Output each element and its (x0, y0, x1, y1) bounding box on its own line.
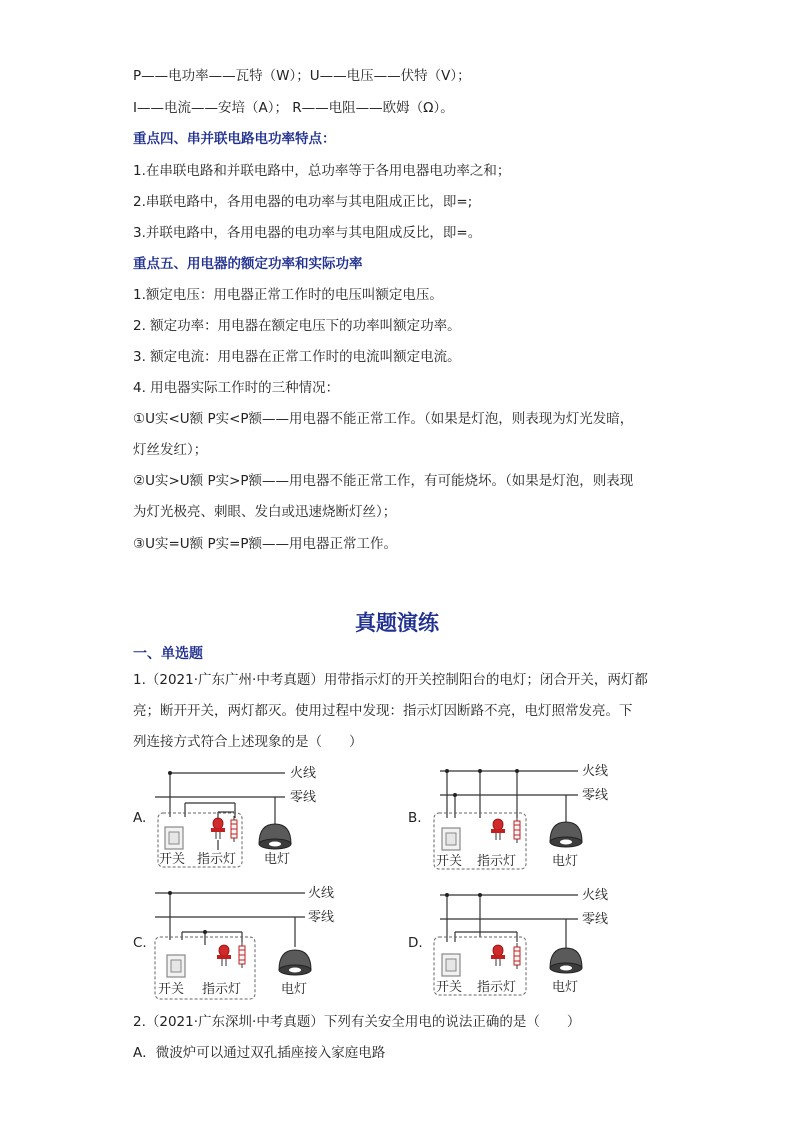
led-icon (217, 945, 231, 966)
junction-dot (203, 930, 207, 934)
subsection-title: 一、单选题 (133, 646, 203, 662)
q2-line-1: 2.（2021·广东深圳·中考真题）下列有关安全用电的说法正确的是（ ） (133, 1014, 581, 1030)
switch-label: 开关 (159, 852, 186, 867)
switch-label: 开关 (436, 980, 463, 995)
indicator-label: 指示灯 (202, 982, 242, 997)
point4-item-2: 2.串联电路中，各用电器的电功率与其电阻成正比，即=; (133, 194, 473, 210)
junction-dot (168, 891, 172, 895)
circuit-option-c[interactable] (150, 880, 370, 1002)
indicator-label: 指示灯 (197, 852, 237, 867)
option-a-letter[interactable]: A. (133, 810, 147, 826)
resistor-icon (231, 816, 237, 842)
point5-item-1: 1.额定电压：用电器正常工作时的电压叫额定电压。 (133, 287, 443, 303)
switch-icon (165, 827, 183, 849)
indicator-label: 指示灯 (477, 980, 517, 995)
switch-icon (442, 954, 460, 976)
live-wire-label: 火线 (582, 764, 609, 779)
junction-dot (478, 893, 482, 897)
resistor-icon (514, 817, 520, 843)
option-c-letter[interactable]: C. (133, 935, 147, 951)
case-1-line-a: ①U实<U额 P实<P额——用电器不能正常工作。（如果是灯泡，则表现为灯光发暗， (133, 411, 634, 427)
units-line-1: P——电功率——瓦特（W）；U——电压——伏特（V）； (133, 68, 471, 84)
lamp-icon (259, 824, 291, 849)
indicator-label: 指示灯 (477, 854, 517, 869)
switch-label: 开关 (436, 854, 463, 869)
led-icon (491, 945, 505, 966)
option-b-letter[interactable]: B. (408, 810, 422, 826)
lamp-icon (550, 822, 582, 847)
live-wire-label: 火线 (308, 886, 335, 901)
resistor-icon (239, 942, 245, 968)
point5-item-4: 4. 用电器实际工作时的三种情况： (133, 380, 340, 396)
circuit-option-d[interactable] (430, 882, 640, 1000)
q2-option-a[interactable]: A．微波炉可以通过双孔插座接入家庭电路 (133, 1045, 386, 1061)
point4-item-3: 3.并联电路中，各用电器的电功率与其电阻成反比，即=。 (133, 225, 482, 241)
section-title: 真题演练 (355, 610, 439, 635)
junction-dot (453, 793, 457, 797)
neutral-wire-label: 零线 (582, 788, 609, 803)
heading-key-point-5: 重点五、用电器的额定功率和实际功率 (133, 256, 363, 272)
junction-dot (168, 771, 172, 775)
circuit-option-b[interactable] (430, 758, 640, 875)
lamp-icon (550, 948, 582, 973)
heading-key-point-4: 重点四、串并联电路电功率特点： (133, 131, 336, 147)
point5-item-2: 2. 额定功率：用电器在额定电压下的功率叫额定功率。 (133, 318, 461, 334)
lamp-label: 电灯 (281, 982, 308, 997)
resistor-icon (514, 943, 520, 969)
q1-line-1: 1.（2021·广东广州·中考真题）用带指示灯的开关控制阳台的电灯；闭合开关，两灯都 (133, 672, 648, 688)
switch-icon (167, 955, 185, 977)
units-line-2: I——电流——安培（A）； R——电阻——欧姆（Ω）。 (133, 100, 454, 116)
neutral-wire-label: 零线 (290, 790, 317, 805)
led-icon (211, 818, 225, 839)
case-1-line-b: 灯丝发红）； (133, 442, 208, 458)
q1-line-3: 列连接方式符合上述现象的是（ ） (133, 734, 363, 750)
lamp-label: 电灯 (552, 854, 579, 869)
lamp-label: 电灯 (552, 980, 579, 995)
lamp-label: 电灯 (264, 852, 291, 867)
case-3-line: ③U实=U额 P实=P额——用电器正常工作。 (133, 536, 398, 552)
case-2-line-b: 为灯光极亮、刺眼、发白或迅速烧断灯丝）； (133, 504, 397, 520)
junction-dot (445, 893, 449, 897)
led-icon (491, 819, 505, 840)
point4-item-1: 1.在串联电路和并联电路中，总功率等于各用电器电功率之和； (133, 163, 511, 179)
live-wire-label: 火线 (290, 766, 317, 781)
neutral-wire-label: 零线 (582, 912, 609, 927)
switch-label: 开关 (158, 982, 185, 997)
lamp-icon (279, 950, 311, 975)
point5-item-3: 3. 额定电流：用电器在正常工作时的电流叫额定电流。 (133, 349, 461, 365)
neutral-wire-label: 零线 (308, 910, 335, 925)
junction-dot (515, 769, 519, 773)
option-d-letter[interactable]: D. (408, 935, 423, 951)
q1-line-2: 亮；断开开关，两灯都灭。使用过程中发现：指示灯因断路不亮，电灯照常发亮。下 (133, 703, 633, 719)
switch-icon (442, 828, 460, 850)
junction-dot (478, 769, 482, 773)
live-wire-label: 火线 (582, 888, 609, 903)
case-2-line-a: ②U实>U额 P实>P额——用电器不能正常工作，有可能烧坏。（如果是灯泡，则表现 (133, 473, 634, 489)
circuit-option-a[interactable] (150, 760, 360, 875)
junction-dot (445, 769, 449, 773)
